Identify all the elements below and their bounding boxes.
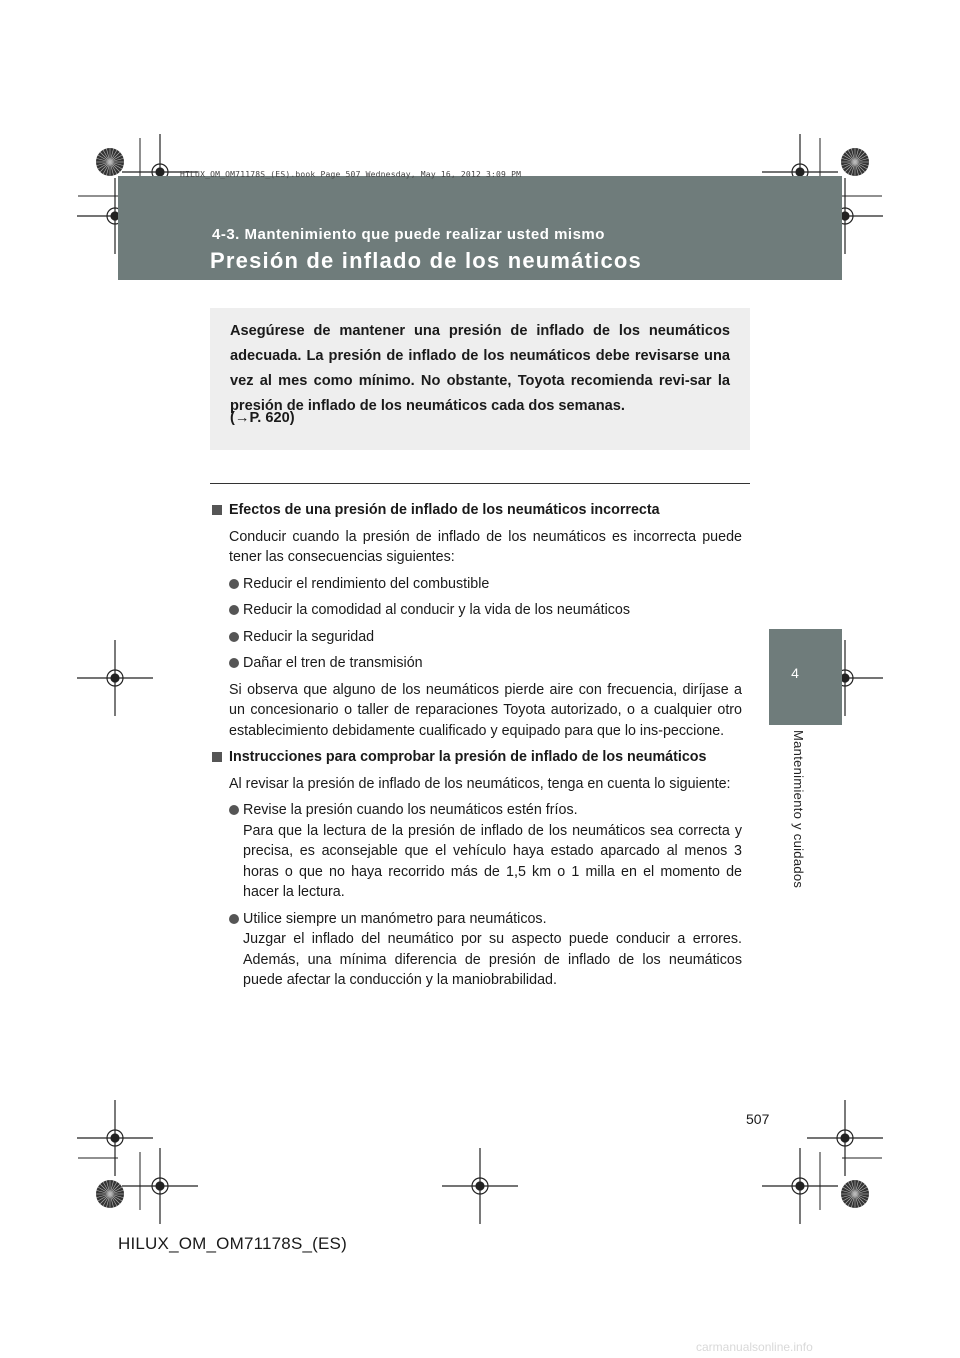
list-item-title: Utilice siempre un manómetro para neumáticos. xyxy=(243,910,547,927)
registration-target-icon xyxy=(77,640,153,716)
list-item xyxy=(229,627,742,648)
list-item-text: Dañar el tren de transmisión xyxy=(243,655,423,671)
registration-target-icon xyxy=(122,1148,198,1224)
circle-bullet-icon xyxy=(229,914,239,924)
list-item-text: Reducir la comodidad al conducir y la vida de los neumáticos xyxy=(243,602,631,618)
square-bullet-icon xyxy=(212,752,222,762)
list-item xyxy=(229,653,742,674)
registration-target-icon xyxy=(762,1148,838,1224)
watermark: carmanualsonline.info xyxy=(696,1340,813,1354)
color-rosette-icon xyxy=(841,1180,869,1208)
print-slug: HILUX_OM_OM71178S_(ES).book Page 507 Wednesday, May 16, 2012 3:09 PM xyxy=(180,170,522,179)
square-bullet-icon xyxy=(212,505,222,515)
chapter-label: Mantenimiento y cuidados xyxy=(791,730,806,889)
page-title: Presión de inflado de los neumáticos xyxy=(210,248,642,273)
circle-bullet-icon xyxy=(229,605,239,615)
page-number: 507 xyxy=(746,1111,770,1127)
color-rosette-icon xyxy=(841,148,869,176)
content xyxy=(212,500,742,997)
list-item xyxy=(229,574,742,595)
section-label: 4-3. Mantenimiento que puede realizar usted mismo xyxy=(212,226,605,243)
section-heading-instructions xyxy=(212,747,742,768)
color-rosette-icon xyxy=(96,1180,124,1208)
intro-text: Asegúrese de mantener una presión de inflado de los neumáticos adecuada. La presión de inflado de los neumáticos debe revisarse una vez al mes como mínimo. No obstante, Toyota recomienda revi-sar la presión de inflado de los neumáticos cada dos semanas. xyxy=(230,323,730,414)
circle-bullet-icon xyxy=(229,579,239,589)
divider xyxy=(210,483,750,484)
section-heading-text: Instrucciones para comprobar la presión de inflado de los neumáticos xyxy=(229,749,707,765)
circle-bullet-icon xyxy=(229,805,239,815)
circle-bullet-icon xyxy=(229,658,239,668)
registration-target-icon xyxy=(77,1100,153,1176)
list-item xyxy=(229,600,742,621)
color-rosette-icon xyxy=(96,148,124,176)
footer-code: HILUX_OM_OM71178S_(ES) xyxy=(118,1234,347,1253)
section-paragraph: Al revisar la presión de inflado de los neumáticos, tenga en cuenta lo siguiente: xyxy=(229,775,731,792)
chapter-number: 4 xyxy=(791,665,799,681)
circle-bullet-icon xyxy=(229,632,239,642)
list-item-text: Reducir el rendimiento del combustible xyxy=(243,575,490,592)
list-item-detail: Para que la lectura de la presión de inflado de los neumáticos sea correcta y precisa, es aconsejable que el vehículo haya estado aparcado al menos 3 horas o que no haya recorrido más de 1,5 km o 1 milla en el momento de hacer la lectura. xyxy=(243,822,742,900)
list-item-title: Revise la presión cuando los neumáticos estén fríos. xyxy=(243,802,578,818)
section-paragraph: Conducir cuando la presión de inflado de los neumáticos es incorrecta puede tener las consecuencias siguientes: xyxy=(229,528,742,565)
list-item xyxy=(229,800,742,903)
section-closing-paragraph: Si observa que alguno de los neumáticos pierde aire con frecuencia, diríjase a un concesionario o taller de reparaciones Toyota autorizado, o a cualquier otro establecimiento debidamente cualificado y equipado para que lo ins-peccione. xyxy=(229,681,742,739)
list-item xyxy=(229,909,742,991)
intro-page-reference[interactable]: (→P. 620) xyxy=(230,410,295,426)
list-item-text: Reducir la seguridad xyxy=(243,628,375,645)
list-item-detail: Juzgar el inflado del neumático por su aspecto puede conducir a errores. Además, una mínima diferencia de presión de inflado de los neumáticos puede afectar la conducción y la maniobrabilidad. xyxy=(243,931,742,988)
section-heading-effects xyxy=(212,500,742,521)
registration-target-icon xyxy=(807,1100,883,1176)
section-heading-text: Efectos de una presión de inflado de los neumáticos incorrecta xyxy=(229,502,660,518)
registration-target-icon xyxy=(442,1148,518,1224)
